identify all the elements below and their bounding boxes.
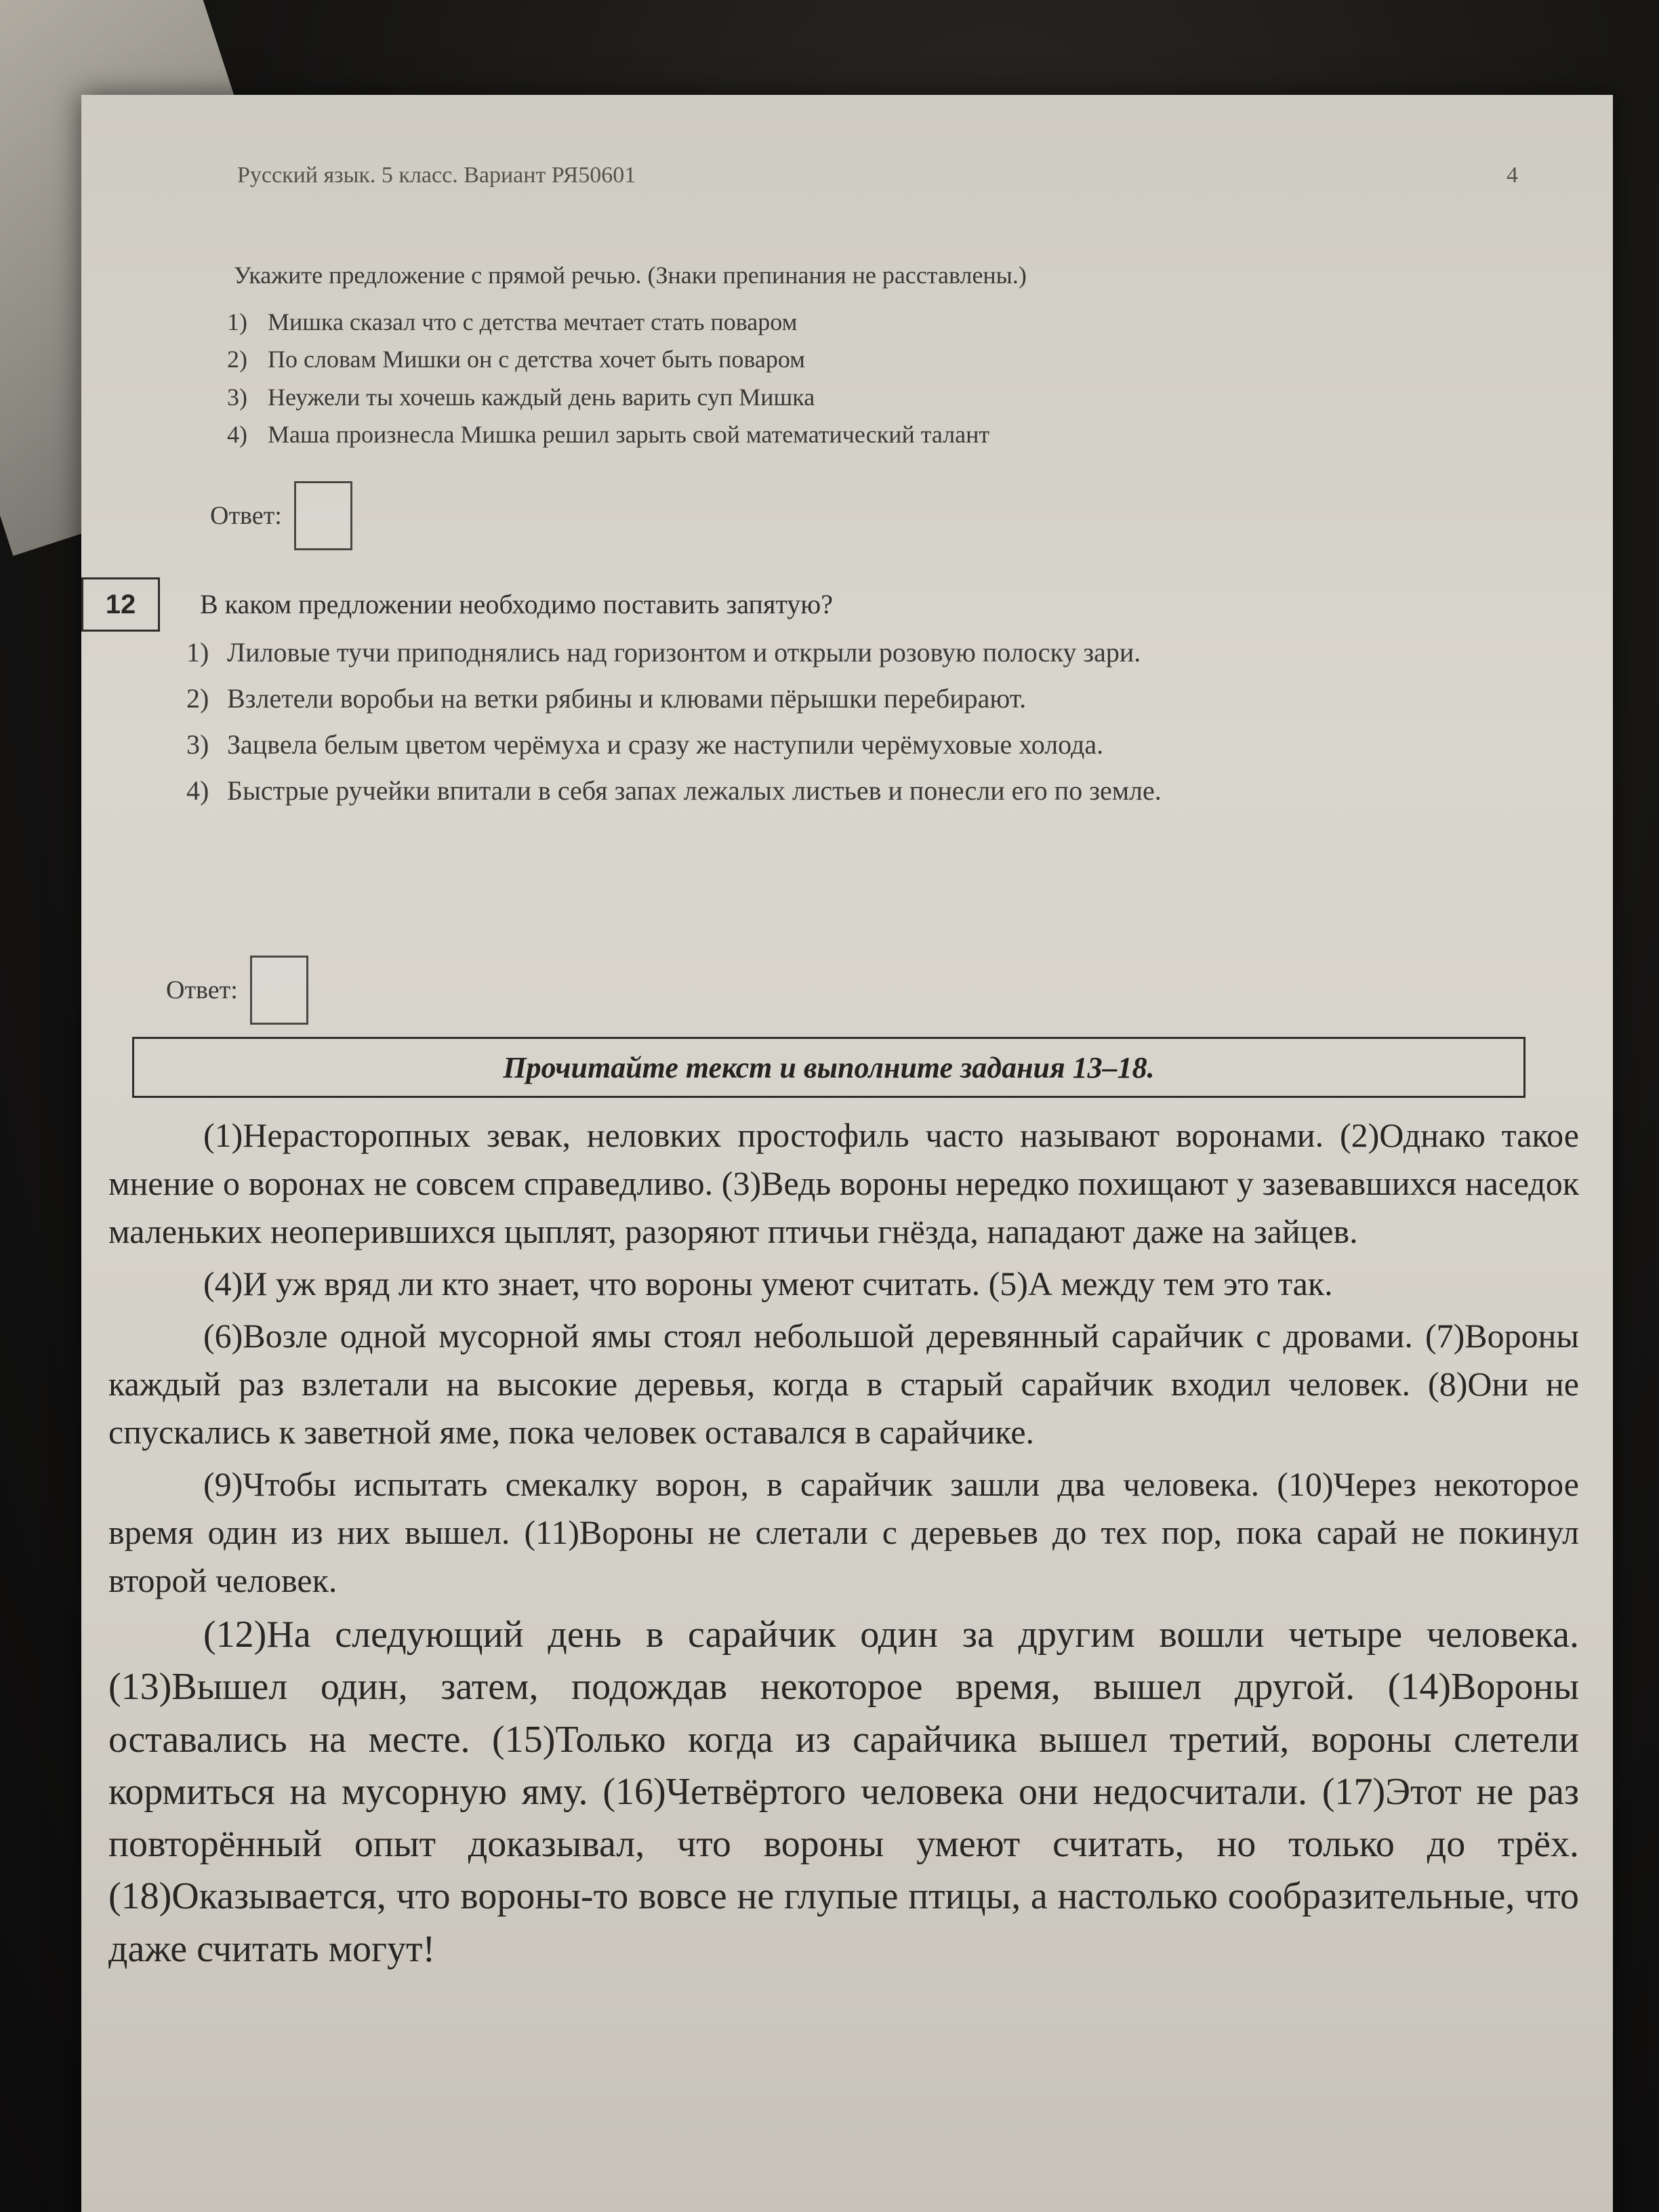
answer-label: Ответ:	[210, 501, 282, 530]
option-item	[186, 637, 1535, 668]
question-12-answer	[166, 956, 308, 1025]
page-number: 4	[1507, 163, 1518, 188]
option-number: 1)	[186, 637, 209, 668]
text-paragraph: (6)Возле одной мусорной ямы стоял небольшой деревянный сарайчик с дровами. (7)Вороны каждый раз взлетали на высокие деревья, когда в старый сарайчик входил человек. (8)Они не спускались к заветной яме, пока человек оставался в сарайчике.	[108, 1317, 1579, 1451]
option-number: 2)	[186, 683, 209, 714]
reading-instruction: Прочитайте текст и выполните задания 13–18.	[132, 1037, 1525, 1098]
option-item	[186, 729, 1535, 760]
option-item	[186, 683, 1535, 714]
question-11-options	[227, 308, 1515, 459]
text-paragraph: (4)И уж вряд ли кто знает, что вороны умеют считать. (5)А между тем это так.	[203, 1265, 1333, 1303]
option-item	[227, 384, 1515, 411]
text-paragraph: (9)Чтобы испытать смекалку ворон, в сарайчик зашли два человека. (10)Через некоторое время один из них вышел. (11)Вороны не слетали с деревьев до тех пор, пока сарай не покинул второй человек.	[108, 1465, 1579, 1599]
answer-box[interactable]	[294, 481, 352, 550]
option-text: Неужели ты хочешь каждый день варить суп Мишка	[268, 383, 815, 411]
exam-page	[81, 95, 1613, 2212]
option-item	[227, 346, 1515, 373]
option-number: 4)	[186, 775, 209, 806]
option-text: Мишка сказал что с детства мечтает стать поваром	[268, 308, 798, 335]
reading-text	[108, 1111, 1579, 1980]
option-number: 3)	[227, 383, 247, 411]
option-text: По словам Мишки он с детства хочет быть поваром	[268, 346, 805, 373]
answer-box[interactable]	[250, 956, 308, 1025]
question-12-options	[186, 637, 1535, 821]
page-header	[237, 163, 1518, 188]
option-text: Маша произнесла Мишка решил зарыть свой математический талант	[268, 421, 990, 449]
option-number: 2)	[227, 346, 247, 373]
question-12-prompt: В каком предложении необходимо поставить запятую?	[200, 589, 833, 619]
header-title: Русский язык. 5 класс. Вариант РЯ50601	[237, 163, 636, 188]
option-number: 4)	[227, 421, 247, 449]
option-number: 3)	[186, 729, 209, 760]
text-paragraph: (1)Нерасторопных зевак, неловких простофиль часто называют воронами. (2)Однако такое мнение о воронах не совсем справедливо. (3)Ведь вороны нередко похищают у зазевавшихся наседок маленьких неоперившихся цыплят, разоряют птичьи гнёзда, нападают даже на зайцев.	[108, 1116, 1579, 1250]
option-item	[227, 421, 1515, 449]
option-number: 1)	[227, 308, 247, 335]
question-11-prompt: Укажите предложение с прямой речью. (Знаки препинания не расставлены.)	[234, 262, 1027, 289]
option-item	[186, 775, 1535, 806]
option-item	[227, 308, 1515, 336]
option-text: Взлетели воробьи на ветки рябины и клювами пёрышки перебирают.	[227, 683, 1027, 714]
question-11-answer	[210, 481, 352, 550]
text-paragraph: (12)На следующий день в сарайчик один за другим вошли четыре человека. (13)Вышел один, затем, подождав некоторое время, вышел другой. (14)Вороны оставались на месте. (15)Только когда из сарайчика вышел третий, вороны слетели кормиться на мусорную яму. (16)Четвёртого человека они недосчитали. (17)Этот не раз повторённый опыт доказывал, что вороны умеют считать, но только до трёх. (18)Оказывается, что вороны-то вовсе не глупые птицы, а настолько сообразительные, что даже считать могут!	[108, 1614, 1579, 1970]
option-text: Быстрые ручейки впитали в себя запах лежалых листьев и понесли его по земле.	[227, 775, 1162, 806]
task-number-badge: 12	[81, 577, 160, 632]
answer-label: Ответ:	[166, 976, 238, 1004]
option-text: Лиловые тучи приподнялись над горизонтом и открыли розовую полоску зари.	[227, 637, 1141, 668]
option-text: Зацвела белым цветом черёмуха и сразу же наступили черёмуховые холода.	[227, 729, 1104, 760]
